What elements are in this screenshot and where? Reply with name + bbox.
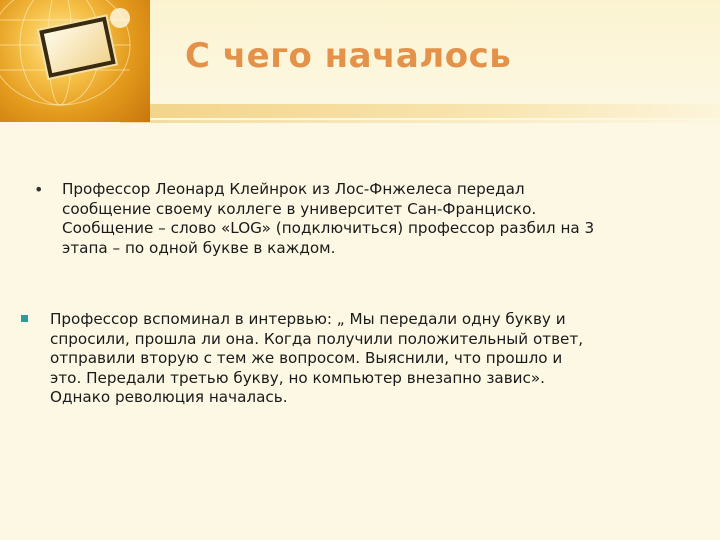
text-line: Сообщение – слово «LOG» (подключиться) профессор разбил на 3 xyxy=(62,219,595,237)
bullet-text xyxy=(50,310,583,408)
text-line: сообщение своему коллеге в университет Сан-Франциско. xyxy=(62,199,537,218)
text-line: Профессор Леонард Клейнрок из Лос-Фнжелеса передал xyxy=(62,180,525,198)
slide-title: С чего началось xyxy=(185,36,512,76)
text-line: Однако революция началась. xyxy=(50,388,288,406)
dot-bullet-icon: • xyxy=(34,180,44,199)
bullet-text xyxy=(62,180,594,258)
text-line: это. Передали третью букву, но компьютер внезапно завис». xyxy=(50,368,546,387)
bullet-item-kleinrock xyxy=(34,180,684,258)
bullet-item-interview xyxy=(20,310,680,408)
text-line: отправили вторую с тем же вопросом. Выяснили, что прошло и xyxy=(50,349,563,367)
header-divider xyxy=(120,104,720,118)
text-line: Профессор вспоминал в интервью: „ Мы передали одну букву и xyxy=(50,310,566,328)
square-bullet-icon xyxy=(20,310,50,330)
laptop-globe-icon xyxy=(0,0,150,122)
text-line: спросили, прошла ли она. Когда получили положительный ответ, xyxy=(50,329,584,348)
header-divider-thin xyxy=(120,120,720,123)
text-line: этапа – по одной букве в каждом. xyxy=(62,238,336,257)
